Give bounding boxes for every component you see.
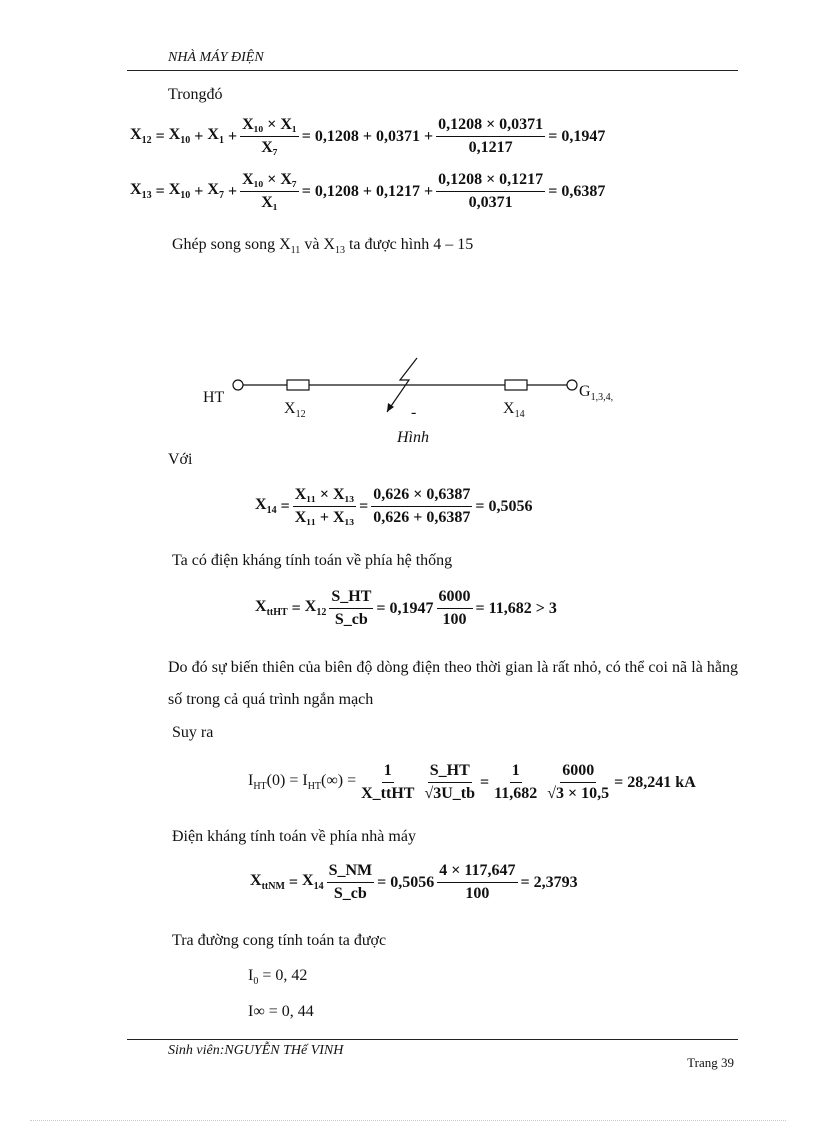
eq1-fraction: $\frac{\text{X₁₀ × X₁}}{\text{X₇}}$ — [242, 116, 297, 156]
eq3-value-fraction: $\frac{0,626 \times 0,6387}{0,626 + 0,6387}$ — [373, 486, 471, 526]
x12-resistor — [287, 380, 309, 390]
eq2-term2: $X_7$ — [207, 181, 224, 202]
eq1-term2: $X_1$ — [207, 126, 224, 147]
eq5-fraction1: $\frac{1}{\text{X\_ttHT}}$ — [361, 762, 415, 802]
diagram-label-x14: $X_{14}$ — [503, 400, 525, 421]
eq2-value1: 0,1208 — [314, 182, 359, 200]
footer-student: Sinh viên:NGUYỄN THế VINH — [168, 1043, 344, 1058]
eq5-result: 28,241 kA — [627, 773, 696, 791]
eq2-result: 0,6387 — [561, 182, 606, 200]
result-i0: $I_0 = 0$, 42 — [248, 967, 308, 988]
x14-resistor — [505, 380, 527, 390]
eq1-lhs: $X_{12}$ — [130, 126, 152, 147]
eq4-lhs: $X_{ttHT}$ — [255, 598, 288, 619]
text-ta-co: Ta có điện kháng tính toán về phía hệ thống — [172, 552, 453, 569]
header-rule — [127, 70, 738, 71]
generator-node-circle — [567, 380, 577, 390]
eq3-lhs: $X_{14}$ — [255, 496, 277, 517]
eq6-lhs: $X_{ttNM}$ — [250, 872, 285, 893]
equation-x13: $X_{13}$ = $X_{10}$ + $X_7$ + $\frac{\text{X₁₀ × X₇}}{\text{X₁}}$ = 0,1208 + 0,1217 + $\frac{0,1208 \times 0,1217}{0,0371}$ = 0,6387 — [130, 171, 606, 211]
eq4-rhs: $X_{12}$ — [304, 598, 327, 619]
eq5-fraction3: $\frac{1}{11,682}$ — [494, 762, 538, 802]
text-suy-ra: Suy ra — [172, 724, 214, 741]
equation-xttnm: $X_{ttNM}$ = $X_{14}$ $\frac{S\_NM}{S\_cb}$ = 0,5056 $\frac{4 \times 117,647}{100}$ = 2,3793 — [250, 862, 578, 902]
diagram-caption: Hình — [397, 429, 429, 446]
equation-x14: $X_{14}$ = $\frac{\text{X₁₁ × X₁₃}}{\text{X₁₁ + X₁₃}}$ = $\frac{0,626 \times 0,6387}{0,626 + 0,6387}$ = 0,5056 — [255, 486, 533, 526]
eq1-result: 0,1947 — [561, 127, 606, 145]
text-ghep-song-song: Ghép song song $X_{11}$ và $X_{13}$ ta được hình 4 – 15 — [172, 236, 474, 257]
ht-node-circle — [233, 380, 243, 390]
footer-rule — [127, 1039, 738, 1040]
eq5-lhs: $I_{HT}(0) = I_{HT}(\infty)$ = — [248, 772, 357, 793]
eq3-result: 0,5056 — [488, 497, 533, 515]
result-iinf: I∞ = 0, 44 — [248, 1003, 314, 1020]
eq1-term1: $X_{10}$ — [168, 126, 191, 147]
eq2-value2: 0,1217 — [375, 182, 420, 200]
eq5-fraction4: $\frac{6000}{√3 \times 10,5}$ — [547, 762, 610, 802]
text-trong-do: Trongđó — [168, 86, 223, 103]
eq6-coef: 0,5056 — [390, 873, 435, 891]
eq1-value-fraction: $\frac{0,1208 \times 0,0371}{0,1217}$ — [438, 116, 544, 156]
eq5-fraction2: $\frac{S\_HT}{√3U\_tb}$ — [424, 762, 476, 802]
text-voi: Với — [168, 451, 193, 468]
eq3-fraction: $\frac{\text{X₁₁ × X₁₃}}{\text{X₁₁ + X₁₃}}$ — [294, 486, 355, 526]
eq4-coef: 0,1947 — [389, 599, 434, 617]
eq2-term1: $X_{10}$ — [168, 181, 191, 202]
equation-xttht: $X_{ttHT}$ = $X_{12}$ $\frac{S\_HT}{S\_cb}$ = 0,1947 $\frac{6000}{100}$ = 11,682 > 3 — [255, 588, 557, 628]
equation-x12: $X_{12}$ = $X_{10}$ + $X_1$ + $\frac{\text{X₁₀ × X₁}}{\text{X₇}}$ = 0,1208 + 0,0371 + $\frac{0,1208 \times 0,0371}{0,1217}$ = 0,1947 — [130, 116, 606, 156]
diagram-label-x12: $X_{12}$ — [284, 400, 306, 421]
eq4-value-fraction: $\frac{6000}{100}$ — [438, 588, 471, 628]
equation-iht: $I_{HT}(0) = I_{HT}(\infty)$ = $\frac{1}{\text{X\_ttHT}}$ $\frac{S\_HT}{√3U\_tb}$ = $\frac{1}{11,682}$ $\frac{6000}{√3 \times 10,5}$ = 28,241 kA — [248, 762, 696, 802]
eq6-result: 2,3793 — [533, 873, 578, 891]
eq6-s-fraction: $\frac{S\_NM}{S\_cb}$ — [328, 862, 373, 902]
eq2-lhs: $X_{13}$ — [130, 181, 152, 202]
page-bottom-dotted-line — [30, 1120, 786, 1121]
text-dien-khang-nm: Điện kháng tính toán về phía nhà máy — [172, 828, 416, 845]
eq2-fraction: $\frac{\text{X₁₀ × X₇}}{\text{X₁}}$ — [242, 171, 297, 211]
text-do-do: Do đó sự biến thiên của biên độ dòng điện theo thời gian là rất nhỏ, có thể coi nã là hằng số trong cả quá trình ngắn mạch — [168, 659, 738, 708]
diagram-label-ht: HT — [203, 389, 225, 406]
eq2-value-fraction: $\frac{0,1208 \times 0,1217}{0,0371}$ — [438, 171, 544, 211]
eq4-result: 11,682 > 3 — [488, 599, 557, 617]
eq6-rhs: $X_{14}$ — [302, 872, 324, 893]
page-header-title: NHÀ MÁY ĐIỆN — [168, 50, 264, 65]
diagram-tick: - — [411, 404, 417, 421]
eq1-value2: 0,0371 — [375, 127, 420, 145]
page-number: Trang 39 — [687, 1055, 734, 1070]
text-tra-duong-cong: Tra đường cong tính toán ta được — [172, 932, 387, 949]
eq1-value1: 0,1208 — [314, 127, 359, 145]
eq4-s-fraction: $\frac{S\_HT}{S\_cb}$ — [331, 588, 372, 628]
eq6-value-fraction: $\frac{4 \times 117,647}{100}$ — [439, 862, 516, 902]
diagram-label-g: $G_{1,3,4,}$ — [579, 383, 614, 404]
